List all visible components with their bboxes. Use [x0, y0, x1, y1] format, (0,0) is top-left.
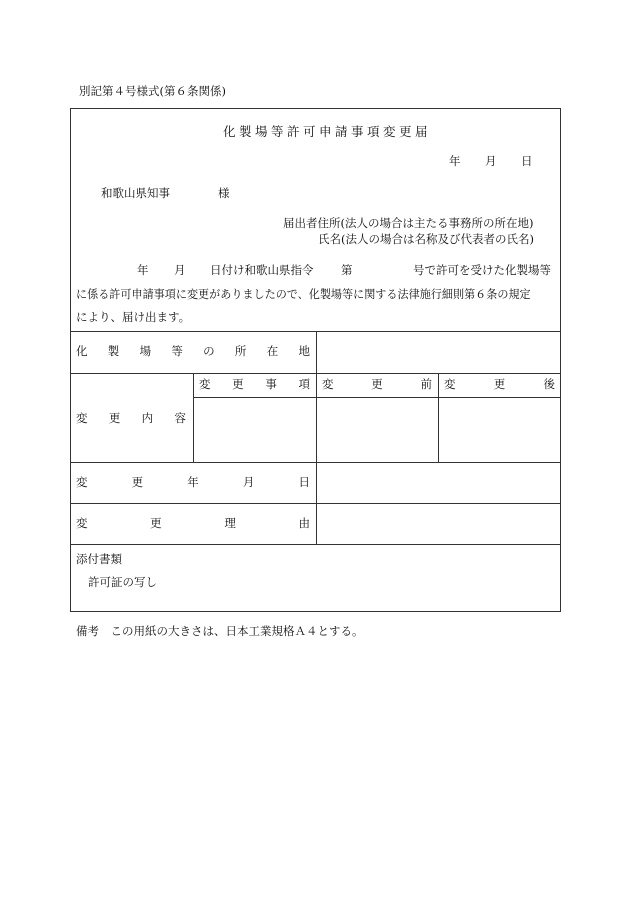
change-date-label: 変 更 年 月 日	[76, 475, 310, 489]
date-month-label: 月	[485, 154, 497, 168]
body-line1-tail: 号で許可を受けた化製場等	[413, 263, 551, 277]
change-reason-label: 変 更 理 由	[76, 516, 310, 530]
change-item-label: 変 更 事 項	[199, 377, 310, 391]
body-day-prefix: 日付け和歌山県指令	[210, 263, 314, 277]
divider	[193, 373, 194, 462]
body-line3: により、届け出ます。	[76, 310, 191, 324]
form-number-label: 別記第４号様式(第６条関係)	[79, 84, 226, 98]
body-month: 月	[174, 263, 186, 277]
divider	[70, 544, 561, 545]
location-label: 化 製 場 等 の 所 在 地	[76, 344, 310, 358]
attachment-item: 許可証の写し	[88, 575, 157, 589]
applicant-name-label: 氏名(法人の場合は名称及び代表者の氏名)	[318, 232, 534, 246]
attachments-label: 添付書類	[76, 552, 122, 566]
after-label: 変 更 後	[444, 377, 555, 391]
addressee-name: 和歌山県知事	[101, 186, 170, 200]
body-number-prefix: 第	[341, 263, 353, 277]
applicant-address-label: 届出者住所(法人の場合は主たる事務所の所在地)	[283, 216, 534, 230]
change-content-label: 変 更 内 容	[76, 411, 186, 425]
addressee-honorific: 様	[218, 186, 230, 200]
divider	[438, 373, 439, 462]
footnote: 備考 この用紙の大きさは、日本工業規格Ａ４とする。	[76, 624, 364, 638]
date-day-label: 日	[521, 154, 533, 168]
divider	[193, 397, 561, 398]
body-line2: に係る許可申請事項に変更がありましたので、化製場等に関する法律施行細則第６条の規定	[76, 288, 531, 301]
divider	[316, 331, 317, 544]
form-title: 化製場等許可申請事項変更届	[223, 124, 432, 139]
date-year-label: 年	[449, 154, 461, 168]
before-label: 変 更 前	[322, 377, 432, 391]
body-year: 年	[137, 263, 149, 277]
